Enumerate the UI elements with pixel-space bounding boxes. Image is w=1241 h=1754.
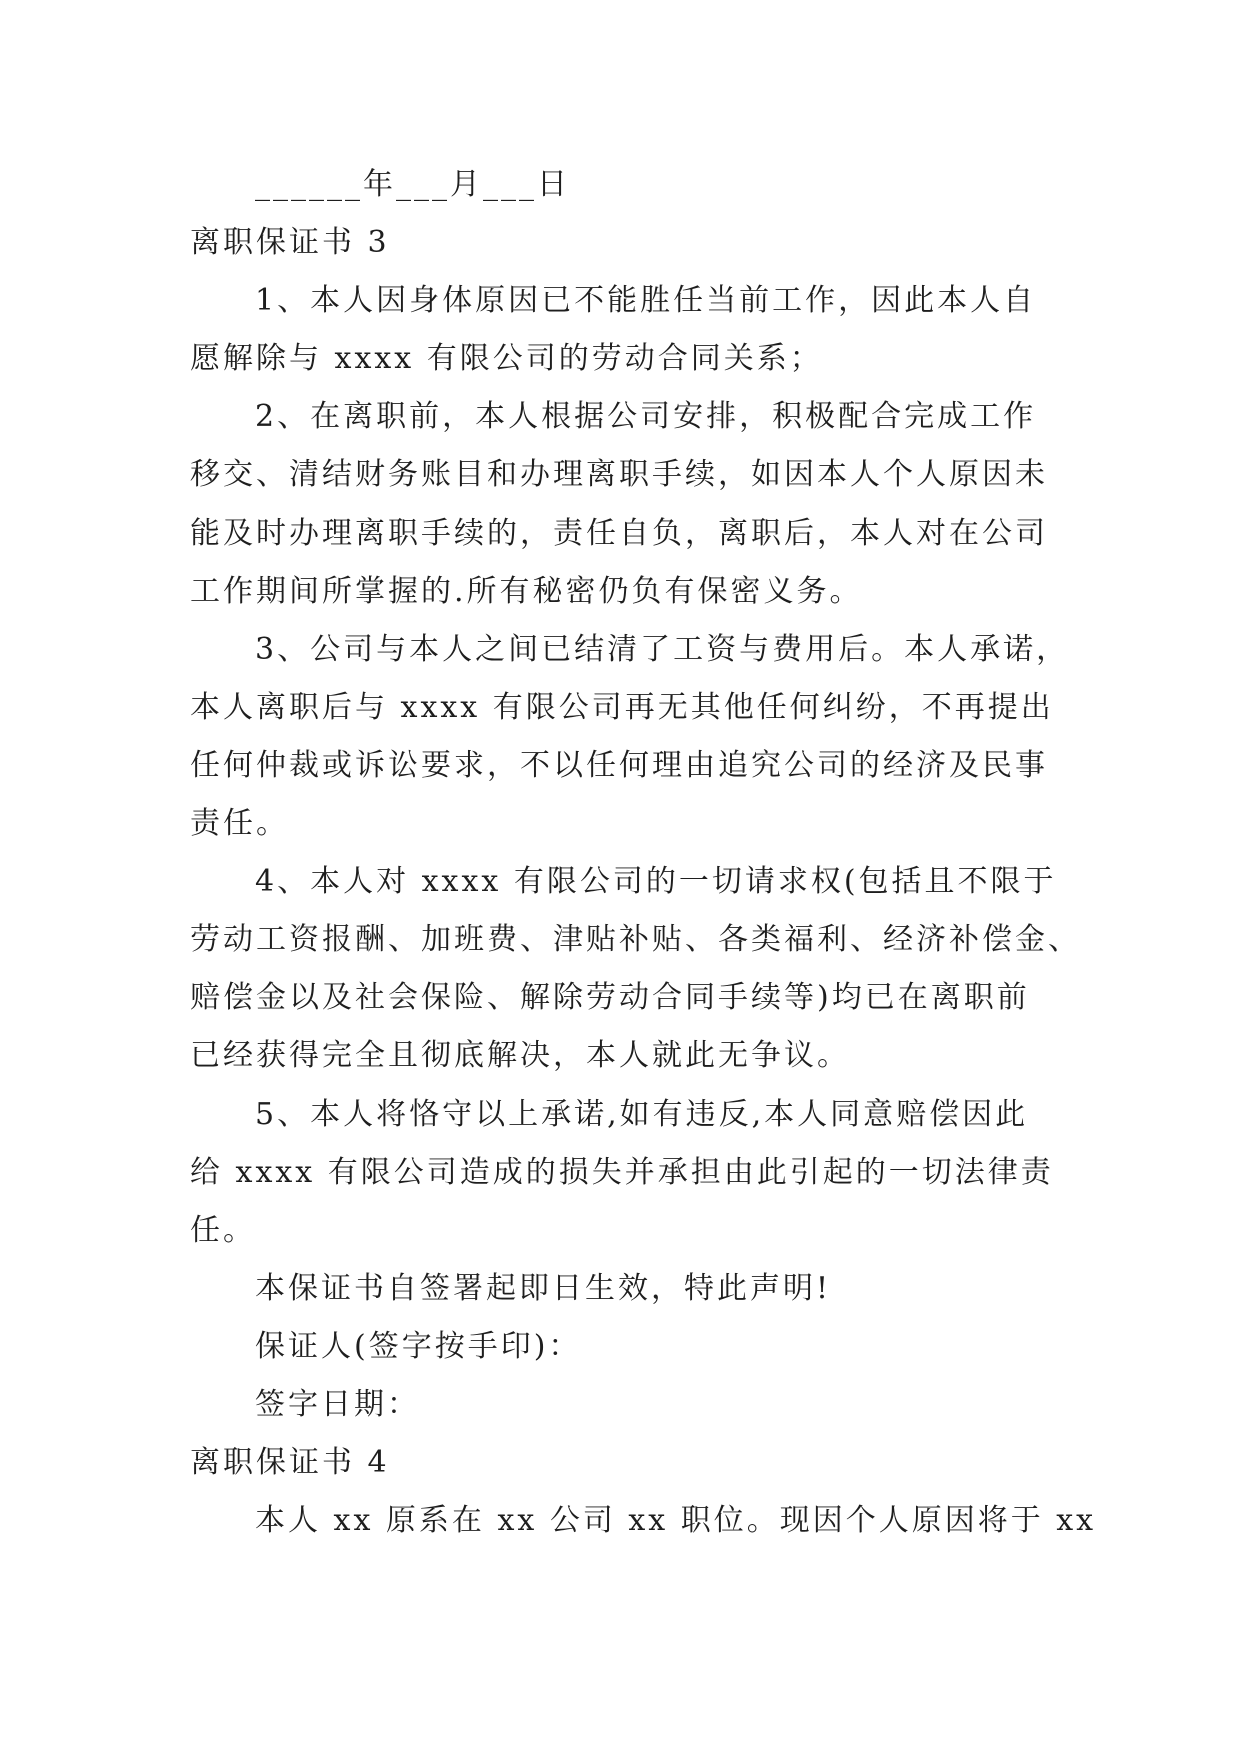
clause-4-line-4: 已经获得完全且彻底解决，本人就此无争议。 — [190, 1038, 850, 1074]
clause-4-line-2: 劳动工资报酬、加班费、津贴补贴、各类福利、经济补偿金、 — [190, 922, 1081, 958]
clause-5-line-2: 给 xxxx 有限公司造成的损失并承担由此引起的一切法律责 — [190, 1154, 1054, 1190]
section-4-intro-line: 本人 xx 原系在 xx 公司 xx 职位。现因个人原因将于 xx — [255, 1503, 1097, 1539]
clause-5-line-1: 5、本人将恪守以上承诺,如有违反,本人同意赔偿因此 — [255, 1096, 1029, 1132]
clause-5-line-3: 任。 — [190, 1212, 256, 1248]
effective-statement: 本保证书自签署起即日生效，特此声明! — [255, 1270, 832, 1306]
clause-3-line-1: 3、公司与本人之间已结清了工资与费用后。本人承诺， — [255, 631, 1070, 667]
section-title-4: 离职保证书 4 — [190, 1445, 390, 1481]
clause-1-line-2: 愿解除与 xxxx 有限公司的劳动合同关系； — [190, 341, 823, 377]
clause-3-line-2: 本人离职后与 xxxx 有限公司再无其他任何纠纷，不再提出 — [190, 689, 1054, 725]
date-line: ______年___月___日 — [255, 167, 570, 202]
clause-3-line-4: 责任。 — [190, 806, 289, 842]
section-title-3: 离职保证书 3 — [190, 225, 390, 261]
clause-1-line-1: 1、本人因身体原因已不能胜任当前工作，因此本人自 — [255, 283, 1037, 319]
clause-4-line-1: 4、本人对 xxxx 有限公司的一切请求权(包括且不限于 — [255, 864, 1057, 900]
clause-4-line-3: 赔偿金以及社会保险、解除劳动合同手续等)均已在离职前 — [190, 980, 1030, 1016]
clause-2-line-2: 移交、清结财务账目和办理离职手续，如因本人个人原因未 — [190, 457, 1048, 493]
clause-2-line-1: 2、在离职前，本人根据公司安排，积极配合完成工作 — [255, 399, 1037, 435]
clause-2-line-4: 工作期间所掌握的.所有秘密仍负有保密义务。 — [190, 573, 863, 609]
document-body — [190, 156, 1097, 1550]
clause-3-line-3: 任何仲裁或诉讼要求，不以任何理由追究公司的经济及民事 — [190, 747, 1048, 783]
signature-date-label: 签字日期： — [255, 1386, 420, 1422]
guarantor-signature-label: 保证人(签字按手印)： — [255, 1328, 582, 1364]
clause-2-line-3: 能及时办理离职手续的，责任自负，离职后，本人对在公司 — [190, 515, 1048, 551]
